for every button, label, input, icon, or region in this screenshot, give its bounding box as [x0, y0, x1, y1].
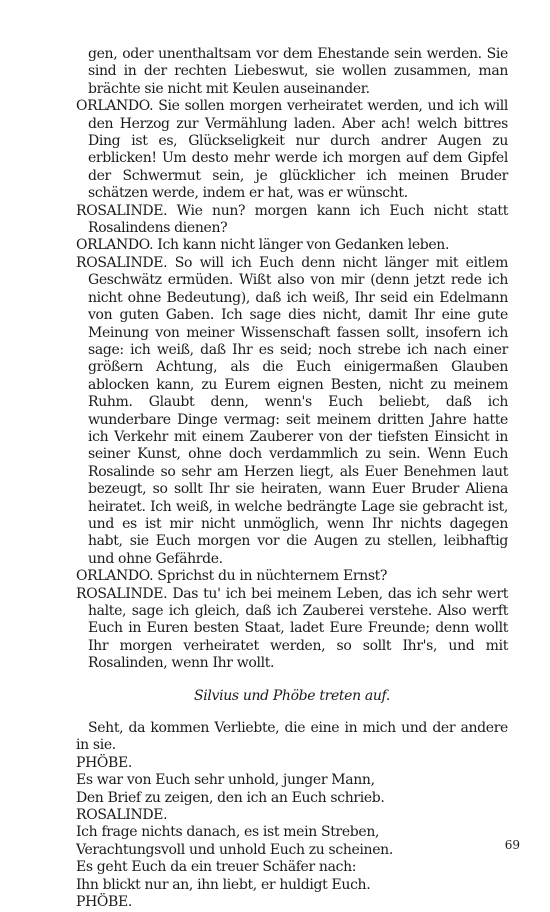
paragraph-orlando: ORLANDO. Ich kann nicht länger von Gedanken leben. — [76, 237, 450, 254]
verse-line: ROSALINDE. — [76, 807, 168, 824]
paragraph-after-stage: Seht, da kommen Verliebte, die eine in mich und der andere in sie. — [76, 720, 508, 754]
verse-line: Verachtungsvoll und unhold Euch zu scheinen. — [76, 841, 393, 858]
paragraph-rosalinde: ROSALINDE. Das tu' ich bei meinem Leben, das ich sehr wert halte, sage ich gleich, daß ich Zauberei verstehe. Also werft Euch in Euren besten Staat, ladet Eure Freunde; denn wollt Ihr morgen verheiratet werden, so sollt Ihr's, und mit Rosalinden, wenn Ihr wollt. — [76, 585, 508, 672]
page-text — [76, 46, 508, 912]
verse-line: Den Brief zu zeigen, den ich an Euch schrieb. — [76, 789, 385, 806]
page-number: 69 — [504, 838, 520, 852]
verse-line: Es war von Euch sehr unhold, junger Mann, — [76, 772, 375, 789]
verse-line: Ihn blickt nur an, ihn liebt, er huldigt Euch. — [76, 876, 371, 893]
verse-line: Ich frage nichts danach, es ist mein Streben, — [76, 824, 380, 841]
paragraph-continuation: gen, oder unenthaltsam vor dem Ehestande sein werden. Sie sind in der rechten Liebeswut, sie wollen zusammen, man brächte sie nicht mit Keulen auseinander. — [88, 46, 508, 97]
paragraph-rosalinde: ROSALINDE. So will ich Euch denn nicht länger mit eitlem Geschwätz ermüden. Wißt also von mir (denn jetzt rede ich nicht ohne Bedeutung), daß ich weiß, Ihr seid ein Edelmann von guten Gaben. Ich sage dies nicht, damit Ihr eine gute Meinung von meiner Wissenschaft fassen sollt, insofern ich sage: ich weiß, daß Ihr es seid; noch strebe ich nach einer größern Achtung, als die Euch einigermaßen Glauben ablocken kann, zu Eurem eignen Besten, nicht zu meinem Ruhm. Glaubt denn, wenn's Euch beliebt, daß ich wunderbare Dinge vermag: seit meinem dritten Jahre hatte ich Verkehr mit einem Zauberer von der tiefsten Einsicht in seiner Kunst, ohne doch verdammlich zu sein. Wenn Euch Rosalinde so sehr am Herzen liegt, als Euer Benehmen laut bezeugt, so sollt Ihr sie heiraten, wann Euer Bruder Aliena heiratet. Ich weiß, in welche bedrängte Lage sie gebracht ist, und es ist mir nicht unmöglich, wenn Ihr nichts dagegen habt, sie Euch morgen vor die Augen zu stellen, leibhaftig und ohne Gefährde. — [76, 254, 508, 567]
paragraph-orlando: ORLANDO. Sprichst du in nüchternem Ernst? — [76, 568, 388, 585]
paragraph-orlando: ORLANDO. Sie sollen morgen verheiratet werden, und ich will den Herzog zur Vermählung laden. Aber ach! welch bittres Ding ist es, Glückseligkeit nur durch andrer Augen zu erblicken! Um desto mehr werde ich morgen auf dem Gipfel der Schwermut sein, je glücklicher ich meinen Bruder schätzen werde, indem er hat, was er wünscht. — [76, 98, 508, 202]
verse-line: PHÖBE. — [76, 894, 132, 911]
verse-line: Es geht Euch da ein treuer Schäfer nach: — [76, 859, 357, 876]
paragraph-rosalinde: ROSALINDE. Wie nun? morgen kann ich Euch nicht statt Rosalindens dienen? — [76, 202, 508, 237]
verse-line: PHÖBE. — [76, 754, 132, 771]
stage-direction: Silvius und Phöbe treten auf. — [194, 687, 390, 704]
